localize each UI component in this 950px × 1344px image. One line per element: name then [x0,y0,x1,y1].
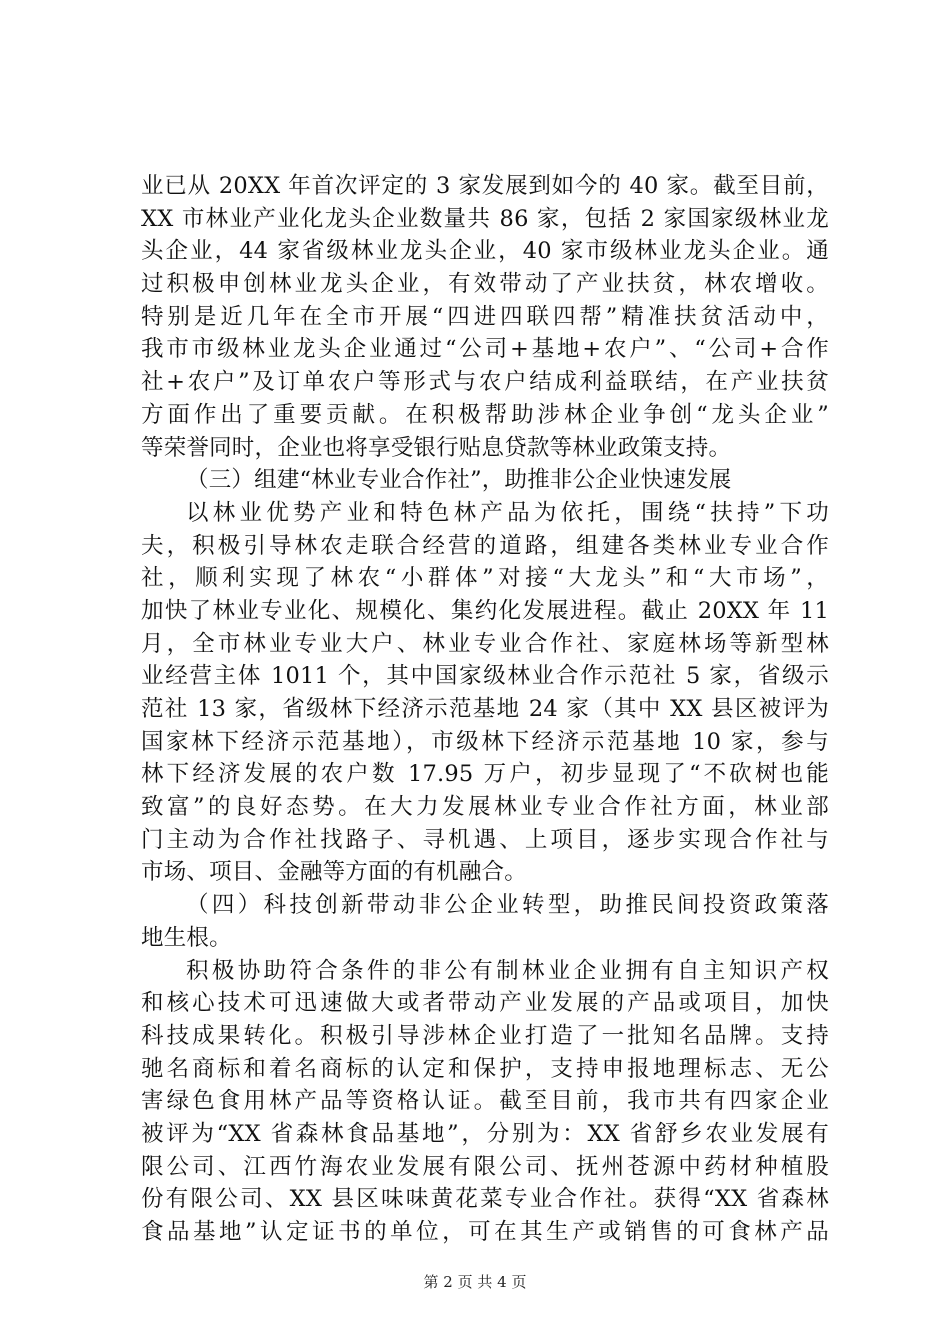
body-line: 月，全市林业专业大户、林业专业合作社、家庭林场等新型林 [141,630,829,657]
body-line: 加快了林业专业化、规模化、集约化发展进程。截止 20XX 年 11 [141,597,829,624]
body-line: XX 市林业产业化龙头企业数量共 86 家，包括 2 家国家级林业龙 [141,205,829,232]
body-line: 等荣誉同时，企业也将享受银行贴息贷款等林业政策支持。 [141,434,732,461]
body-line: 市场、项目、金融等方面的有机融合。 [141,859,527,886]
body-line: 业经营主体 1011 个，其中国家级林业合作示范社 5 家，省级示 [141,663,829,690]
body-line: 害绿色食用林产品等资格认证。截至目前，我市共有四家企业 [141,1088,829,1115]
section-heading-4: （四）科技创新带动非公企业转型，助推民间投资政策落 [186,892,829,919]
body-line: 被评为“XX 省森林食品基地”，分别为：XX 省舒乡农业发展有 [141,1120,829,1147]
body-line: 社+农户”及订单农户等形式与农户结成利益联结，在产业扶贫 [141,369,829,396]
body-line: 范社 13 家，省级林下经济示范基地 24 家（其中 XX 县区被评为 [141,696,829,722]
body-line: 特别是近几年在全市开展“四进四联四帮”精准扶贫活动中， [141,303,829,330]
body-line: 以林业优势产业和特色林产品为依托，围绕“扶持”下功 [186,499,829,526]
body-line: 夫，积极引导林农走联合经营的道路，组建各类林业专业合作 [141,532,829,559]
document-body [141,170,829,1249]
section-heading-4-continued: 地生根。 [141,924,232,951]
body-line: 业已从 20XX 年首次评定的 3 家发展到如今的 40 家。截至目前， [141,173,829,199]
body-line: 科技成果转化。积极引导涉林企业打造了一批知名品牌。支持 [141,1022,829,1049]
body-line: 门主动为合作社找路子、寻机遇、上项目，逐步实现合作社与 [141,826,829,853]
body-line: 林下经济发展的农户数 17.95 万户，初步显现了“不砍树也能 [141,761,829,788]
body-line: 过积极申创林业龙头企业，有效带动了产业扶贫，林农增收。 [141,271,829,298]
body-line: 积极协助符合条件的非公有制林业企业拥有自主知识产权 [186,957,829,984]
body-line: 我市市级林业龙头企业通过“公司+基地+农户”、“公司+合作 [141,336,829,363]
body-line: 限公司、江西竹海农业发展有限公司、抚州苍源中药材种植股 [141,1153,829,1180]
body-line: 社，顺利实现了林农“小群体”对接“大龙头”和“大市场”， [141,565,829,592]
body-line: 方面作出了重要贡献。在积极帮助涉林企业争创“龙头企业” [141,401,829,428]
body-line: 食品基地”认定证书的单位，可在其生产或销售的可食林产品 [141,1219,829,1245]
body-line: 头企业，44 家省级林业龙头企业，40 家市级林业龙头企业。通 [141,238,829,265]
section-heading-3: （三）组建“林业专业合作社”，助推非公企业快速发展 [186,467,732,494]
page-number-footer: 第 2 页 共 4 页 [423,1273,527,1291]
body-line: 致富”的良好态势。在大力发展林业专业合作社方面，林业部 [141,794,829,821]
body-line: 驰名商标和着名商标的认定和保护，支持申报地理标志、无公 [141,1055,829,1082]
body-line: 份有限公司、XX 县区味味黄花菜专业合作社。获得“XX 省森林 [141,1186,829,1213]
body-line: 和核心技术可迅速做大或者带动产业发展的产品或项目，加快 [141,990,829,1017]
body-line: 国家林下经济示范基地），市级林下经济示范基地 10 家，参与 [141,728,829,755]
